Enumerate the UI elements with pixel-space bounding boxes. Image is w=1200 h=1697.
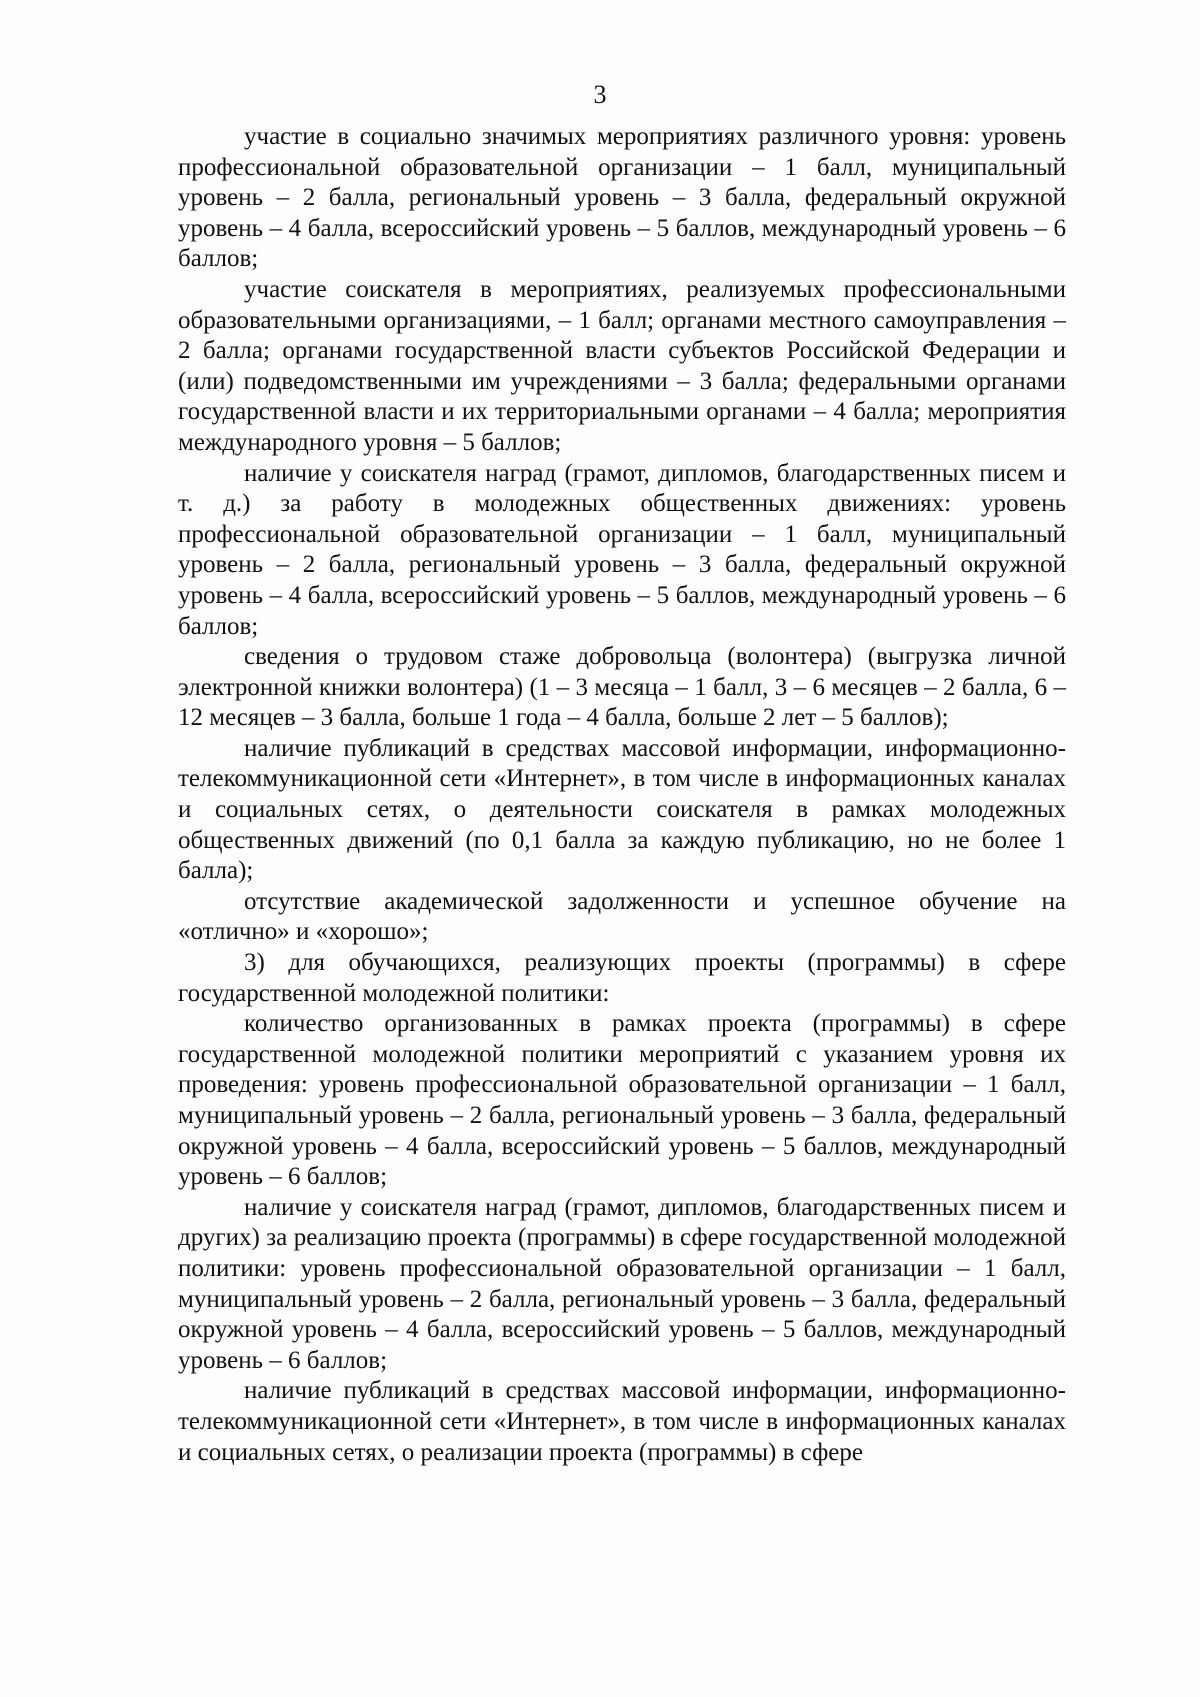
page-number: 3 (593, 80, 607, 109)
paragraph-media-publications: наличие публикаций в средствах массовой информации, информационно-телекоммуникационной сети «Интернет», в том числе в информационных каналах и социальных сетях, о деятельности соискателя в рамках молодежных общественных движений (по 0,1 балла за каждую публикацию, но не более 1 балла); (178, 734, 1066, 885)
paragraph-academic-performance: отсутствие академической задолженности и успешное обучение на «отлично» и «хорошо»; (178, 887, 1066, 946)
paragraph-project-publications: наличие публикаций в средствах массовой информации, информационно-телекоммуникационной сети «Интернет», в том числе в информационных каналах и социальных сетях, о реализации проекта (программы) в сфере (178, 1377, 1066, 1466)
paragraph-events-participation: участие соискателя в мероприятиях, реализуемых профессиональными образовательными организациями, – 1 балл; органами местного самоуправления – 2 балла; органами государственной власти субъектов Российской Федерации и (или) подведомственными им учреждениями – 3 балла; федеральными органами государственной власти и их территориальными органами – 4 балла; мероприятия международного уровня – 5 баллов; (178, 275, 1066, 456)
paragraph-social-events: участие в социально значимых мероприятиях различного уровня: уровень профессиональной образовательной организации – 1 балл, муниципальный уровень – 2 балла, региональный уровень – 3 балла, федеральный окружной уровень – 4 балла, всероссийский уровень – 5 баллов, международный уровень – 6 баллов; (178, 123, 1066, 273)
paragraph-awards-projects: наличие у соискателя наград (грамот, дипломов, благодарственных писем и других) за реализацию проекта (программы) в сфере государственной молодежной политики: уровень профессиональной образовательной организации – 1 балл, муниципальный уровень – 2 балла, региональный уровень – 3 балла, федеральный окружной уровень – 4 балла, всероссийский уровень – 5 баллов, международный уровень – 6 баллов; (178, 1193, 1066, 1374)
paragraph-awards-movements: наличие у соискателя наград (грамот, дипломов, благодарственных писем и т. д.) за работу в молодежных общественных движениях: уровень профессиональной образовательной организации – 1 балл, муниципальный уровень – 2 балла, региональный уровень – 3 балла, федеральный окружной уровень – 4 балла, всероссийский уровень – 5 баллов, международный уровень – 6 баллов; (178, 459, 1066, 640)
document-body (178, 122, 1066, 1468)
paragraph-volunteer-experience: сведения о трудовом стаже добровольца (волонтера) (выгрузка личной электронной книжки волонтера) (1 – 3 месяца – 1 балл, 3 – 6 месяцев – 2 балла, 6 – 12 месяцев – 3 балла, больше 1 года – 4 балла, больше 2 лет – 5 баллов); (178, 643, 1066, 732)
paragraph-organized-events: количество организованных в рамках проекта (программы) в сфере государственной молодежной политики мероприятий с указанием уровня их проведения: уровень профессиональной образовательной организации – 1 балл, муниципальный уровень – 2 балла, региональный уровень – 3 балла, федеральный окружной уровень – 4 балла, всероссийский уровень – 5 баллов, международный уровень – 6 баллов; (178, 1010, 1066, 1191)
paragraph-projects-heading: 3) для обучающихся, реализующих проекты (программы) в сфере государственной молодежной политики: (178, 949, 1066, 1007)
